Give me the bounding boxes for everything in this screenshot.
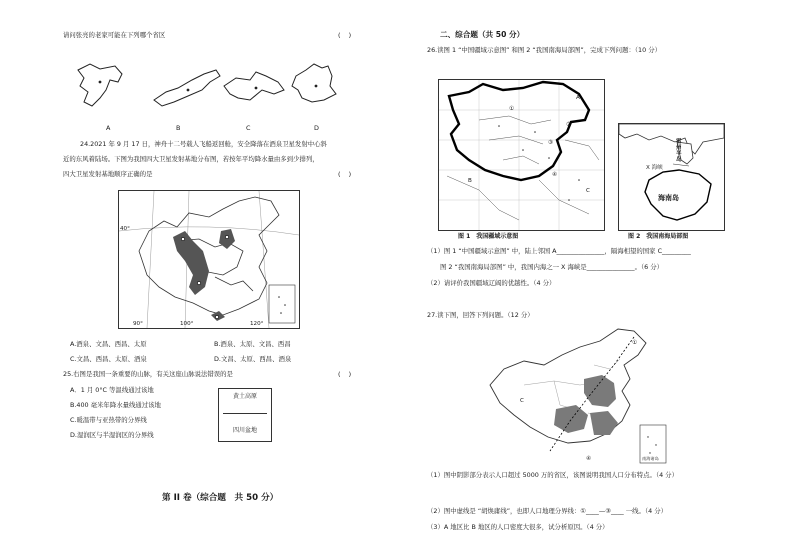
q24-option-d[interactable]: D.文昌、太原、西昌、酒泉 (214, 355, 292, 363)
fig1-mark-2: ② (566, 122, 572, 128)
q23-choice-c[interactable]: C (246, 124, 251, 132)
strait-x-label: X 海峡 (646, 165, 663, 171)
q25-option-a[interactable]: A．1 月 0°C 等温线通过该地 (70, 386, 154, 394)
fig1-caption: 图 1 我国疆域示意图 (458, 233, 519, 240)
fig1-mark-b: B (468, 178, 472, 184)
q25-answer-paren[interactable]: ( ) (338, 370, 352, 378)
fig1-mark-c: C (586, 188, 590, 194)
q25-option-d[interactable]: D.湿润区与半湿润区的分界线 (70, 431, 154, 439)
lon-label-100: 100° (180, 321, 194, 327)
q27-stem: 27.读下图，回答下列问题。（12 分） (427, 311, 534, 319)
q25-stem: 25.右图是我国一条重要的山脉，有关这座山脉说法错误的是 (63, 370, 233, 378)
q24-option-c[interactable]: C.文昌、西昌、太原、酒泉 (70, 355, 147, 363)
fig1-mark-1: ① (509, 106, 515, 112)
section-title: 二、综合题（共 50 分） (440, 30, 525, 39)
q23-choice-d[interactable]: D (314, 124, 319, 132)
popmap-mark-1: ① (632, 340, 638, 346)
fig1-mark-3: ③ (548, 140, 554, 146)
lat-label-40: 40° (120, 226, 130, 232)
leizhou-peninsula-label: 雷州半岛 (676, 139, 682, 163)
q26-sub3: （2）请评价我国疆域辽阔的优越性。（4 分） (427, 279, 556, 287)
volume-ii-title: 第 II 卷（综合题 共 50 分） (162, 493, 279, 503)
popmap-mark-c: C (520, 398, 524, 404)
q24-answer-paren[interactable]: ( ) (338, 170, 352, 178)
q27-sub2[interactable]: （2）图中虚线是 “胡焕庸线”，也即人口地理分界线：①____—③____ 一线。（4 分） (427, 507, 667, 515)
q24-option-b[interactable]: B.酒泉、太原、文昌、西昌 (214, 340, 291, 348)
south-sea-map (618, 123, 725, 231)
lon-label-120: 120° (250, 321, 264, 327)
q24-line3: 四大卫星发射基地顺序正确的是 (63, 170, 153, 178)
launch-base-map (118, 190, 300, 329)
q25-option-b[interactable]: B.400 毫米年降水量线通过该地 (70, 401, 161, 409)
q25-option-c[interactable]: C.暖温带与亚热带的分界线 (70, 416, 147, 424)
lon-label-90: 90° (133, 321, 143, 327)
china-territory-map (438, 79, 605, 231)
mountain-line (223, 413, 267, 414)
q26-sub2[interactable]: 图 2 “我国南海局部图” 中，我国内海之一 X 海峡是_______________。（6 分） (440, 263, 664, 271)
q27-sub1: （1）图中阴影部分表示人口超过 5000 万的省区，该图说明我国人口分布特点。（4 分） (427, 471, 678, 479)
q26-sub1[interactable]: （1）图 1 “中国疆域示意图” 中，陆上邻国 A_______________，隔海相望的国家 C_________ (427, 247, 691, 255)
q26-stem: 26.读图 1 “中国疆域示意图” 和图 2 “我国南海局部图”，完成下列问题：（10 分） (427, 46, 661, 54)
south-sea-islands-label: 南海诸岛 (642, 456, 659, 461)
fig2-caption: 图 2 我国南海局部图 (628, 233, 689, 240)
fig1-mark-a: A (576, 95, 580, 101)
sichuan-basin-label: 四川盆地 (232, 427, 257, 434)
province-outlines (70, 60, 350, 116)
q27-sub3: （3）A 地区比 B 地区的人口密度大很多，试分析原因。（4 分） (427, 523, 609, 531)
q23-choice-b[interactable]: B (176, 124, 181, 132)
q23-answer-paren[interactable]: ( ) (338, 31, 352, 39)
hainan-island-label: 海南岛 (658, 194, 679, 202)
population-map (484, 325, 669, 467)
loess-plateau-label: 黄土高原 (232, 393, 257, 400)
fig1-mark-4: ④ (552, 172, 558, 178)
q23-choice-a[interactable]: A (106, 124, 111, 132)
popmap-mark-4: ④ (586, 456, 592, 462)
q24-line2: 近的东风着陆场。下图为我国四大卫星发射基地分布图，若按年平均降水量由多到少排列， (63, 155, 319, 163)
q24-line1: 24.2021 年 9 月 17 日，神舟十二号载人飞船返回舱，安全降落在酒泉卫星发射中心斜 (80, 140, 327, 148)
q23-stem: 请问张亮的老家可能在下列哪个省区 (63, 31, 166, 39)
q24-option-a[interactable]: A.酒泉、文昌、西昌、太原 (70, 340, 147, 348)
mountain-diagram (218, 388, 272, 442)
